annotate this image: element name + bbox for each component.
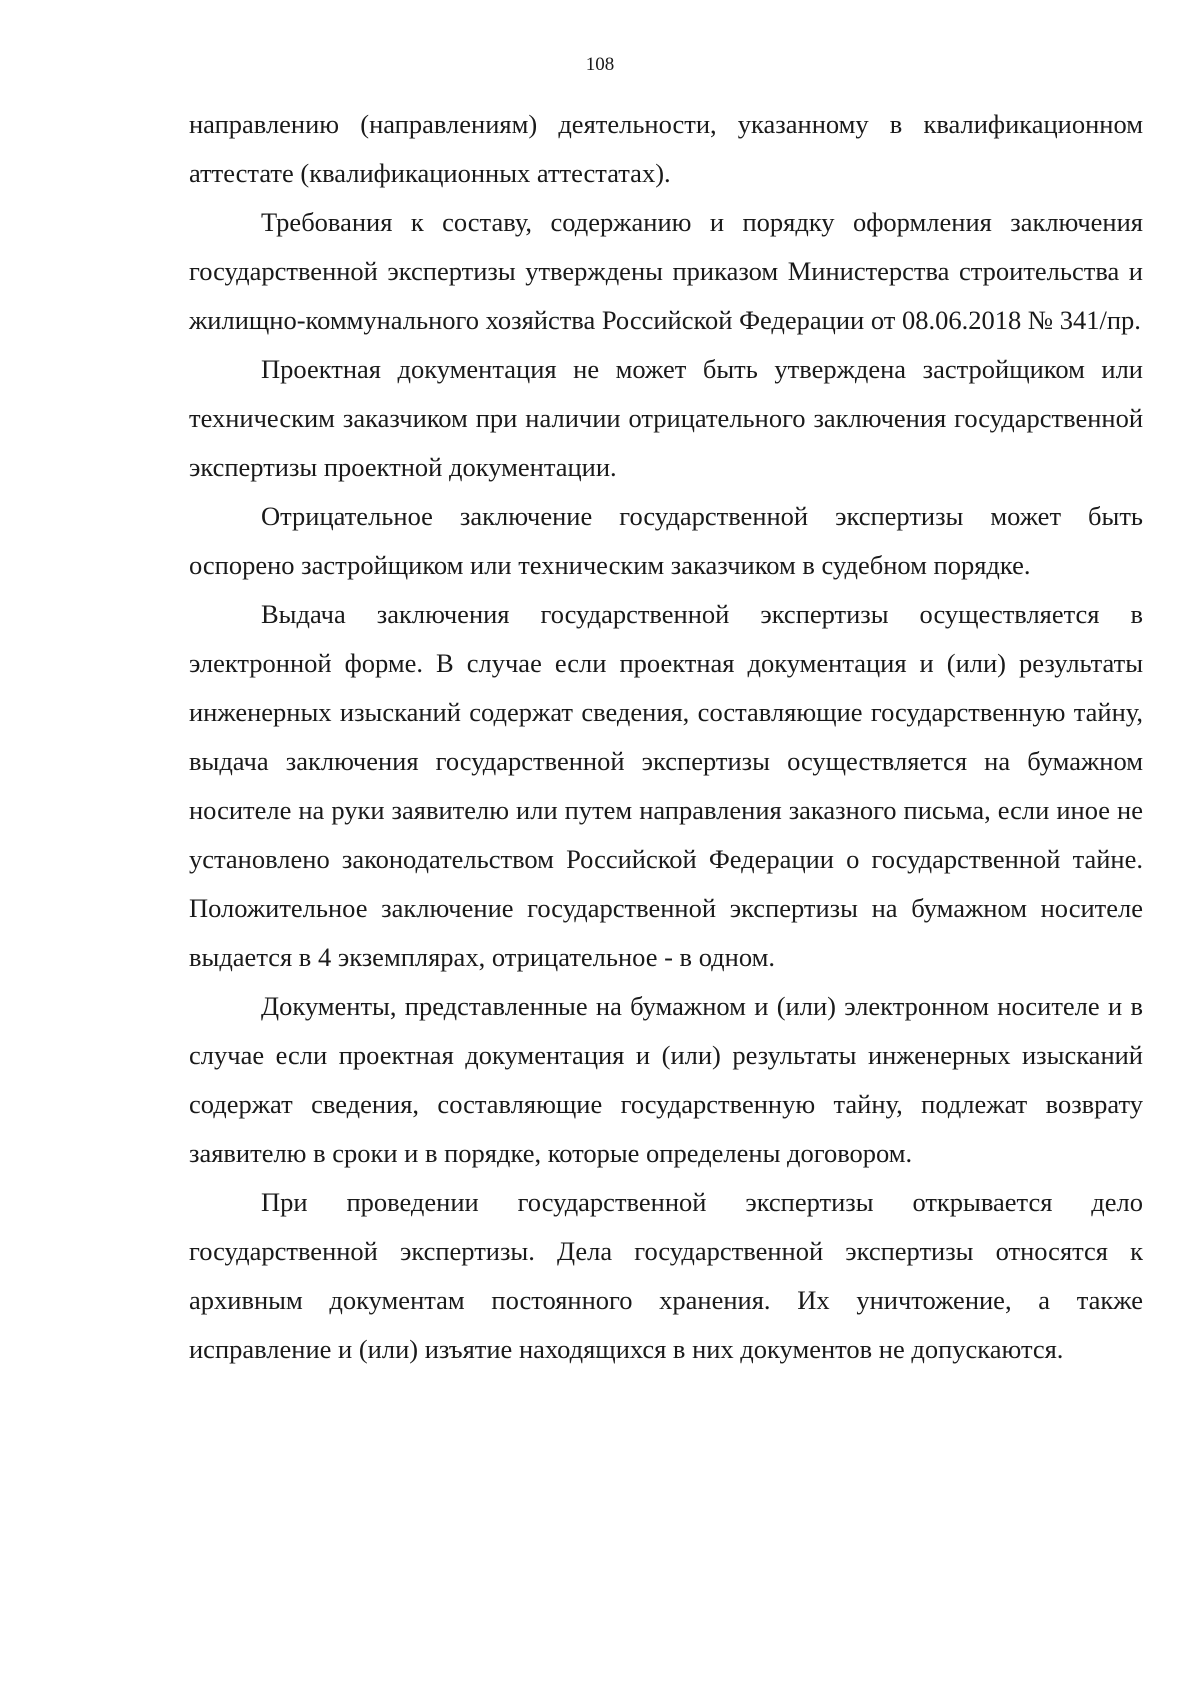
paragraph-requirements: Требования к составу, содержанию и порядку оформления заключения государственной экспертизы утверждены приказом Министерства строительства и жилищно-коммунального хозяйства Российской Федерации от 08.06.2018 № 341/пр. [189,207,1143,335]
paragraph-continuation: направлению (направлениям) деятельности, указанному в квалификационном аттестате (квалификационных аттестатах). [189,109,1143,188]
page-number: 108 [585,54,615,75]
document-body [189,100,1143,1374]
paragraph-approval-restriction: Проектная документация не может быть утверждена застройщиком или техническим заказчиком при наличии отрицательного заключения государственной экспертизы проектной документации. [189,354,1143,482]
paragraph-issuance: Выдача заключения государственной экспертизы осуществляется в электронной форме. В случае если проектная документация и (или) результаты инженерных изысканий содержат сведения, составляющие государственную тайну, выдача заключения государственной экспертизы осуществляется на бумажном носителе на руки заявителю или путем направления заказного письма, если иное не установлено законодательством Российской Федерации о государственной тайне. Положительное заключение государственной экспертизы на бумажном носителе выдается в 4 экземплярах, отрицательное - в одном. [189,599,1143,972]
paragraph-documents-return: Документы, представленные на бумажном и (или) электронном носителе и в случае если проектная документация и (или) результаты инженерных изысканий содержат сведения, составляющие государственную тайну, подлежат возврату заявителю в сроки и в порядке, которые определены договором. [189,991,1143,1168]
paragraph-case-file: При проведении государственной экспертизы открывается дело государственной экспертизы. Дела государственной экспертизы относятся к архивным документам постоянного хранения. Их уничтожение, а также исправление и (или) изъятие находящихся в них документов не допускаются. [189,1187,1143,1364]
paragraph-appeal: Отрицательное заключение государственной экспертизы может быть оспорено застройщиком или техническим заказчиком в судебном порядке. [189,501,1143,580]
